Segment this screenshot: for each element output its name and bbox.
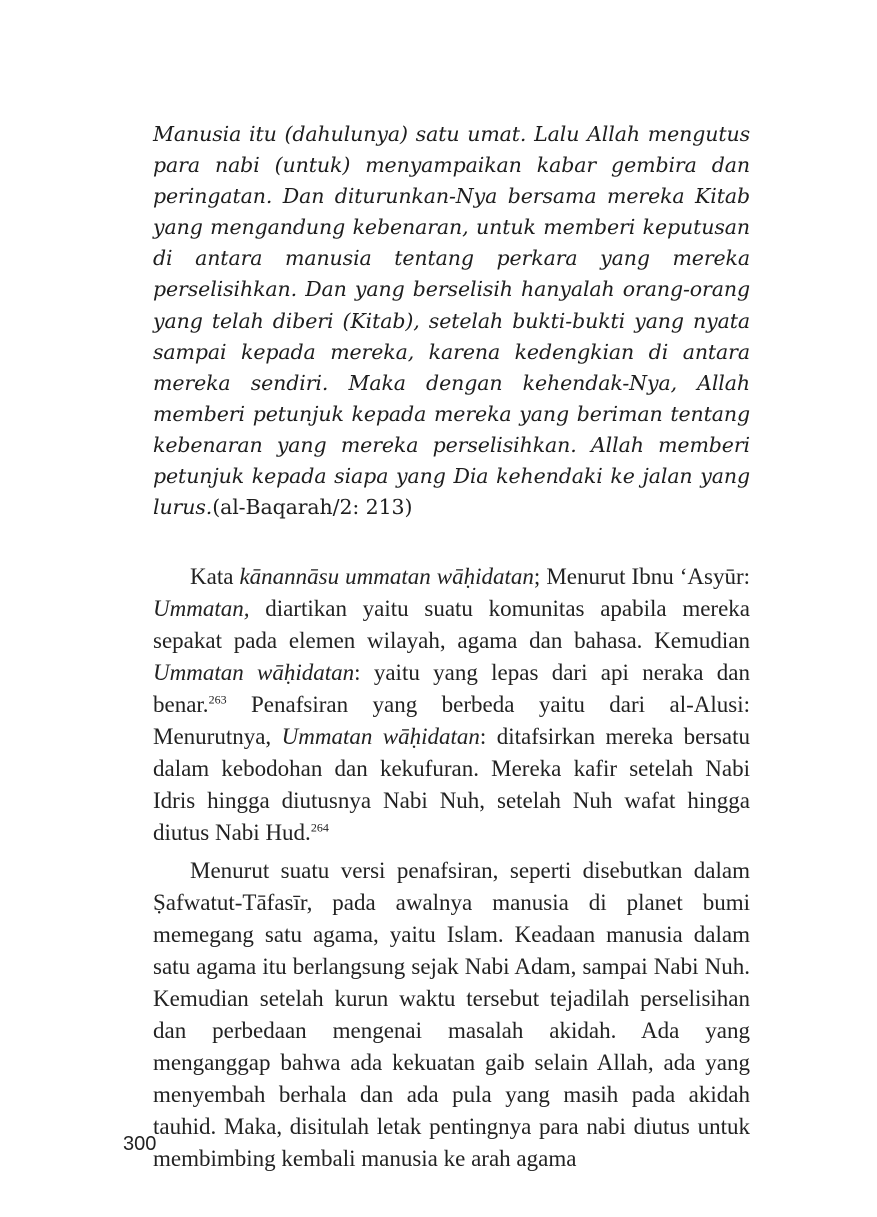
quran-translation-quote <box>153 119 750 523</box>
p1-italic-term-4: Ummatan wāḥidatan <box>281 724 480 750</box>
page-body <box>153 119 750 1175</box>
paragraph-1 <box>153 561 750 849</box>
paragraph-2 <box>153 855 750 1175</box>
p1-text-3: diartikan yaitu suatu komunitas apabila mereka sepakat pada elemen wilayah, agama dan bahasa. Kemudian <box>153 596 750 654</box>
p1-text-1: Kata <box>190 564 240 590</box>
quote-text: Manusia itu (dahulunya) satu umat. Lalu Allah mengutus para nabi (untuk) menyampaikan kabar gembira dan peringatan. Dan diturunkan-Nya bersama mereka Kitab yang mengandung kebenaran, untuk memberi keputusan di antara manusia tentang perkara yang mereka perselisihkan. Dan yang berselisih hanyalah orang-orang yang telah diberi (Kitab), setelah bukti-bukti yang nyata sampai kepada mereka, karena kedengkian di antara mereka sendiri. Maka dengan kehendak-Nya, Allah memberi petunjuk kepada mereka yang beriman tentang kebenaran yang mereka perselisihkan. Allah memberi petunjuk kepada siapa yang Dia kehendaki ke jalan yang lurus. <box>153 122 750 520</box>
quote-reference: (al-Baqarah/2: 213) <box>212 495 413 520</box>
footnote-ref-263[interactable]: 263 <box>208 692 227 707</box>
p1-italic-term-3: Ummatan wāḥidatan <box>153 660 355 686</box>
p2-text: Menurut suatu versi penafsiran, seperti disebutkan dalam Ṣafwatut-Tāfasīr, pada awalnya manusia di planet bumi memegang satu agama, yaitu Islam. Keadaan manusia dalam satu agama itu berlangsung sejak Nabi Adam, sampai Nabi Nuh. Kemudian setelah kurun waktu tersebut tejadilah perselisihan dan perbedaan mengenai masalah akidah. Ada yang menganggap bahwa ada kekuatan gaib selain Allah, ada yang menyembah berhala dan ada pula yang masih pada akidah tauhid. Maka, disitulah letak pentingnya para nabi diutus untuk membimbing kembali manusia ke arah agama <box>153 858 750 1172</box>
p1-text-6: : ditafsirkan mereka bersatu dalam kebodohan dan kekufuran. Mereka kafir setelah Nabi Idris hingga diutusnya Nabi Nuh, setelah Nuh wafat hingga diutus Nabi Hud. <box>153 724 751 846</box>
p1-italic-term-2: Ummatan, <box>153 596 250 622</box>
page-number: 300 <box>123 1133 157 1155</box>
p1-text-4: : yaitu yang lepas dari api neraka dan benar. <box>153 660 750 718</box>
p1-italic-term-1: kānannāsu ummatan wāḥidatan <box>239 564 534 590</box>
footnote-ref-264[interactable]: 264 <box>310 820 329 835</box>
p1-text-5: Penafsiran yang berbeda yaitu dari al-Alusi: Menurutnya, <box>153 692 750 750</box>
p1-text-2: ; Menurut Ibnu ‘Asyūr: <box>533 564 751 590</box>
